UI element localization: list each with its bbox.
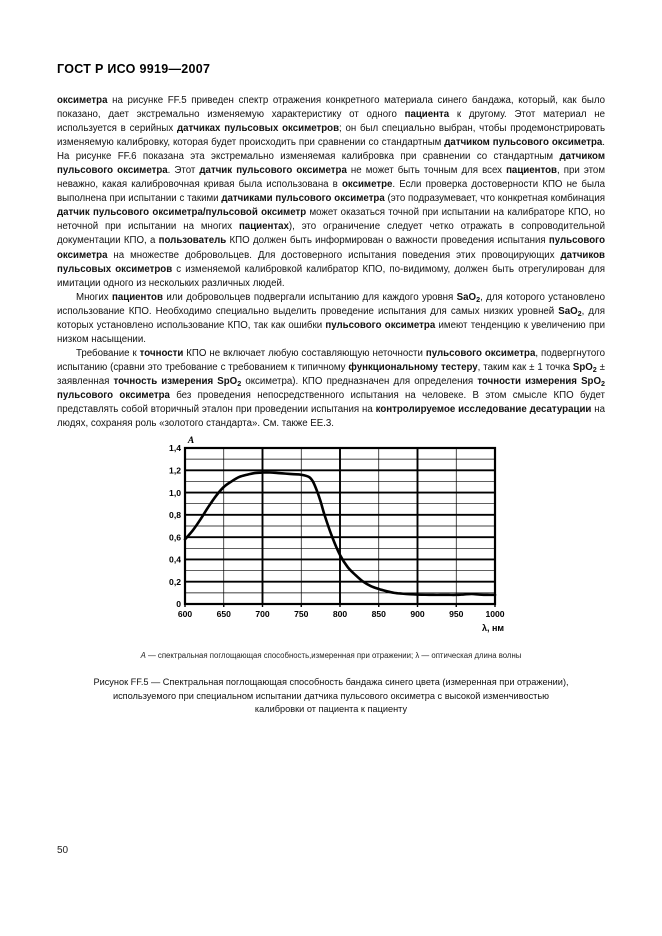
y-axis-title: A bbox=[187, 436, 195, 446]
subscript: 2 bbox=[237, 379, 242, 389]
x-axis-tick-label: 850 bbox=[371, 609, 386, 619]
body-paragraph bbox=[57, 347, 605, 431]
x-axis-tick-label: 900 bbox=[410, 609, 425, 619]
text-run: , при этом неважно, какая калибровочная кривая была использована в bbox=[57, 165, 605, 191]
x-axis-tick-label: 650 bbox=[216, 609, 231, 619]
bold-term: точность измерения SpO bbox=[113, 375, 238, 387]
body-text-block bbox=[57, 94, 605, 431]
symbol-a-italic: A bbox=[140, 651, 146, 660]
text-run: , для которого установлено использование КПО. Необходимо специально выделить проведение испытания для самых низких уровней bbox=[57, 291, 605, 317]
text-run: к другому. Этот материал не используется в серийных bbox=[57, 109, 605, 135]
page-number: 50 bbox=[57, 845, 69, 856]
figure-caption-line: Рисунок FF.5 — Спектральная поглощающая способность бандажа синего цвета (измеренная при отражении), bbox=[93, 677, 569, 687]
bold-term: SpO bbox=[572, 361, 593, 373]
text-run: , таким как ± 1 точка bbox=[477, 361, 573, 373]
bold-term: пульсового оксиметра bbox=[325, 319, 436, 331]
figure-caption-line: используемого при специальном испытании датчика пульсового оксиметра с высокой изменчивостью bbox=[112, 690, 550, 701]
y-axis-tick-label: 0 bbox=[176, 599, 181, 610]
x-axis-tick-label: 1000 bbox=[485, 609, 505, 619]
bold-term: датчиком пульсового оксиметра bbox=[57, 151, 605, 177]
bold-term: пульсового оксиметра bbox=[425, 347, 536, 359]
bold-term: датчик пульсового оксиметра bbox=[199, 165, 347, 177]
text-run: (это подразумевает, что конкретная комбинация bbox=[384, 193, 605, 205]
bold-term: пульсового оксиметра bbox=[57, 235, 605, 261]
figure-caption bbox=[86, 676, 576, 717]
text-run: . Если проверка достоверности КПО не была выполнена при испытании с такими bbox=[57, 179, 605, 205]
body-paragraph bbox=[57, 291, 605, 347]
bold-term: SaO bbox=[456, 291, 477, 303]
bold-term: датчиков пульсовых оксиметров bbox=[57, 249, 605, 275]
y-axis-tick-label: 0,6 bbox=[169, 532, 181, 543]
standard-header: ГОСТ Р ИСО 9919—2007 bbox=[57, 62, 211, 76]
text-run: , для которых установлено использование КПО, так как ошибки bbox=[57, 305, 605, 331]
x-axis-tick-label: 950 bbox=[449, 609, 464, 619]
x-axis-tick-label: 600 bbox=[177, 609, 193, 619]
absorbance-spectrum-chart bbox=[151, 430, 511, 642]
text-run: , подвергнутого испытанию (сравни это требование с требованием к типичному bbox=[57, 347, 606, 373]
body-paragraph bbox=[57, 94, 605, 291]
x-axis-title: λ, нм bbox=[481, 623, 505, 633]
text-run: имеют тенденцию к увеличению при низком насыщении. bbox=[57, 319, 605, 345]
bold-term: датчик пульсового оксиметра/пульсовой оксиметр bbox=[57, 207, 307, 219]
bold-term: пациентов bbox=[506, 165, 557, 177]
text-run: КПО должен быть информирован о важности проведения испытания bbox=[226, 235, 549, 247]
figure-ff5 bbox=[0, 430, 662, 642]
text-run: на множестве добровольцев. Для достоверного испытания поведения этих провоцирующих bbox=[107, 249, 561, 261]
x-axis-tick-label: 800 bbox=[332, 609, 348, 619]
bold-term: функциональному тестеру bbox=[348, 361, 478, 373]
y-axis-tick-label: 0,2 bbox=[169, 576, 181, 587]
text-run: не может быть точным для всех bbox=[346, 165, 507, 177]
figure-axis-note-text: — спектральная поглощающая способность,измеренная при отражении; bbox=[145, 651, 416, 660]
subscript: 2 bbox=[592, 365, 597, 375]
bold-term: датчиками пульсового оксиметра bbox=[221, 193, 385, 205]
bold-term: оксиметра bbox=[57, 95, 108, 106]
text-run: КПО не включает любую составляющую неточности bbox=[183, 347, 426, 359]
text-run: с изменяемой калибровкой калибратор КПО, по-видимому, должен быть отрегулирован для имитации одного из нескольких различных людей. bbox=[57, 263, 605, 289]
text-run: Многих bbox=[76, 291, 113, 303]
subscript: 2 bbox=[577, 308, 582, 318]
subscript: 2 bbox=[476, 294, 481, 304]
bold-term: пользователь bbox=[158, 235, 227, 247]
symbol-lambda: λ bbox=[415, 651, 420, 660]
bold-term: контролируемое исследование десатурации bbox=[375, 404, 592, 416]
figure-axis-note-text-2: — оптическая длина волны bbox=[419, 651, 522, 660]
text-run: ; он был специально выбран, чтобы продемонстрировать изменяемую калибровку, которая будет происходить при сравнении со стандартным bbox=[57, 123, 605, 149]
text-run: оксиметра). КПО предназначен для определения bbox=[241, 375, 478, 387]
subscript: 2 bbox=[600, 379, 605, 389]
text-run: может оказаться точной при испытании на калибраторе КПО, но неточной при испытании на многих bbox=[57, 207, 605, 233]
text-run: ), это ограничение следует четко отражать в сопроводительной документации КПО, а bbox=[57, 221, 605, 247]
y-axis-tick-label: 1,0 bbox=[169, 487, 181, 498]
figure-caption-line: калибровки от пациента к пациенту bbox=[254, 704, 408, 715]
bold-term: датчиках пульсовых оксиметров bbox=[176, 123, 340, 135]
text-run: или добровольцев подвергали испытанию для каждого уровня bbox=[162, 291, 457, 303]
chart-container bbox=[151, 430, 511, 642]
bold-term: датчиком пульсового оксиметра bbox=[444, 137, 603, 149]
bold-term: пациентах bbox=[238, 221, 289, 233]
bold-term: оксиметре bbox=[341, 179, 393, 191]
bold-term: пульсового оксиметра bbox=[57, 389, 170, 401]
y-axis-tick-label: 1,4 bbox=[169, 443, 181, 454]
text-run: . Этот bbox=[167, 165, 200, 177]
bold-term: точности измерения SpO bbox=[477, 375, 601, 387]
text-run: . На рисунке FF.6 показана эта экстремально изменяемая калибровка при сравнении со стандартным bbox=[57, 137, 605, 163]
text-run: на рисунке FF.5 приведен спектр отражения конкретного материала синего бандажа, который, как было показано, дает экстремально изменяемую характеристику от одного bbox=[57, 95, 605, 121]
bold-term: пациентов bbox=[112, 291, 163, 303]
bold-term: точности bbox=[139, 347, 184, 359]
y-axis-tick-label: 1,2 bbox=[169, 465, 181, 476]
x-axis-tick-label: 700 bbox=[255, 609, 270, 619]
y-axis-tick-label: 0,4 bbox=[169, 554, 181, 565]
bold-term: пациента bbox=[404, 109, 450, 121]
text-run: Требование к bbox=[76, 347, 140, 359]
text-run: без проведения непосредственного испытания на человеке. В этом смысле КПО будет представлять собой вторичный эталон при проведении испытания на bbox=[57, 389, 605, 416]
bold-term: SaO bbox=[558, 305, 578, 317]
x-axis-tick-label: 750 bbox=[294, 609, 309, 619]
figure-axis-note bbox=[0, 651, 662, 660]
y-axis-tick-label: 0,8 bbox=[169, 510, 181, 521]
text-run: ± заявленная bbox=[57, 361, 606, 387]
text-run: на людях, сохраняя роль «золотого стандарта». См. также ЕЕ.3. bbox=[57, 404, 605, 430]
